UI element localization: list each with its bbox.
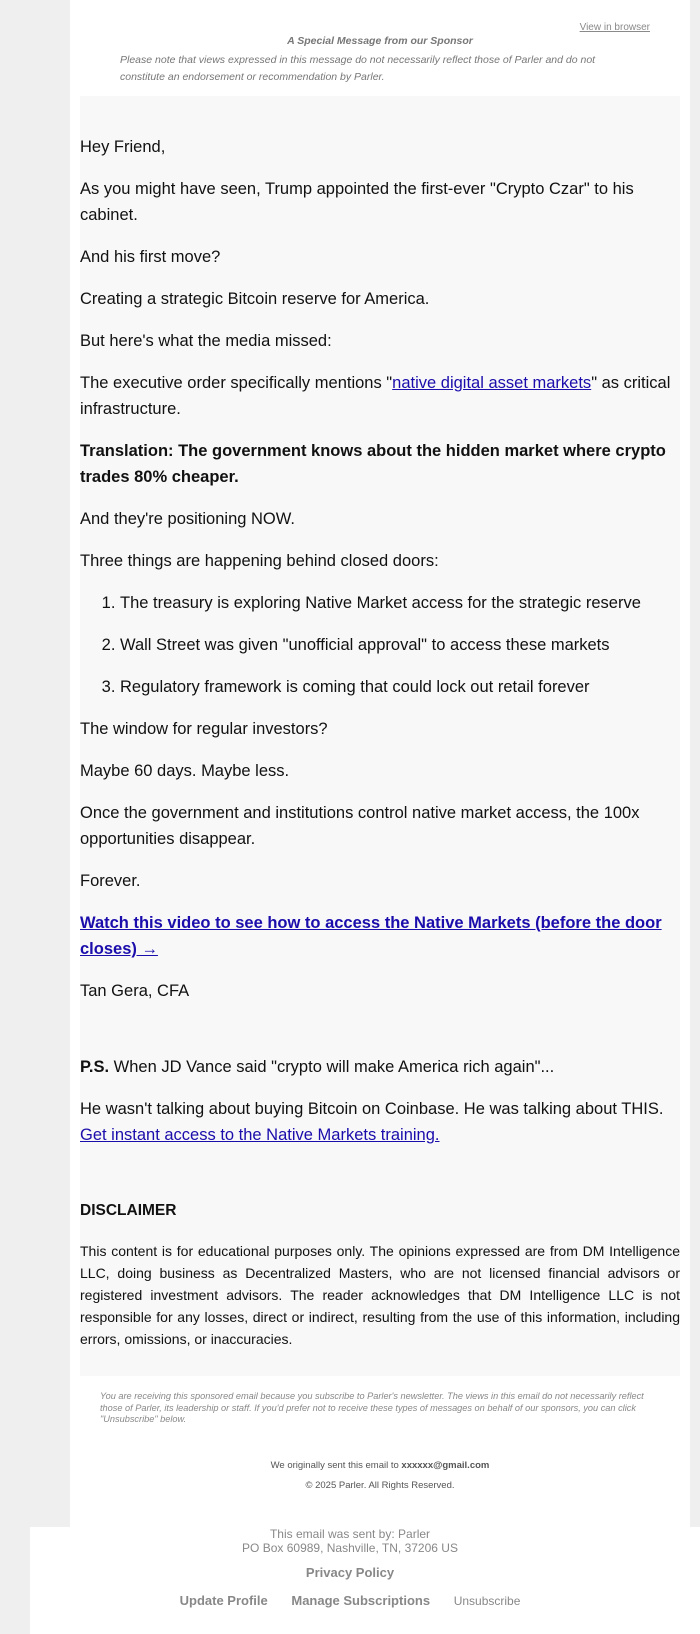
ps-paragraph: [80, 1054, 680, 1080]
paragraph-5-after: " as critical infrastructure.: [80, 374, 671, 418]
cta-paragraph: [80, 910, 680, 962]
sender-info: [30, 1527, 670, 1555]
copyright: © 2025 Parler. All Rights Reserved.: [305, 1480, 455, 1491]
update-profile-link[interactable]: Update Profile: [179, 1593, 268, 1608]
paragraph-11: Once the government and institutions control native market access, the 100x opportunities disappear.: [80, 804, 640, 848]
watch-video-link[interactable]: Watch this video to see how to access the Native Markets (before the door closes) →: [80, 914, 662, 958]
footer-links: [30, 1593, 670, 1608]
translation-bold-text: Translation: The government knows about the hidden market where crypto trades 80% cheaper.: [80, 442, 666, 486]
three-things-list: [80, 590, 680, 700]
sponsor-title: A Special Message from our Sponsor: [287, 35, 473, 47]
disclaimer-title: DISCLAIMER: [80, 1202, 177, 1219]
message-body: [80, 134, 680, 1366]
disclaimer-text: This content is for educational purposes only. The opinions expressed are from DM Intelligence LLC, doing business as Decentralized Masters, who are not licensed financial advisors or registered investment advisors. The reader acknowledges that DM Intelligence LLC is not responsible for any losses, direct or indirect, resulting from the use of this information, including errors, omissions, or inaccuracies.: [80, 1243, 680, 1347]
manage-subscriptions-link[interactable]: Manage Subscriptions: [291, 1593, 431, 1608]
sent-to-line: [70, 1460, 690, 1471]
sponsor-note: Please note that views expressed in this message do not necessarily reflect those of Parler and do not constitute an endorsement or recommendation by Parler.: [120, 54, 596, 83]
list-item: 2. Wall Street was given "unofficial approval" to access these markets: [120, 632, 680, 658]
paragraph-1: As you might have seen, Trump appointed the first-ever "Crypto Czar" to his cabinet.: [80, 180, 634, 224]
unsubscribe-link[interactable]: Unsubscribe: [453, 1594, 521, 1608]
list-item: 3. Regulatory framework is coming that could lock out retail forever: [120, 674, 680, 700]
recipient-email: xxxxxx@gmail.com: [401, 1460, 490, 1471]
ps-text: When JD Vance said "crypto will make America rich again"...: [109, 1058, 555, 1076]
footer-note: You are receiving this sponsored email because you subscribe to Parler's newsletter. The views in this email do not necessarily reflect those of Parler, its leadership or staff. If you'd prefer not to receive these types of messages on behalf of our sponsors, you can click "Unsubscribe" below.: [100, 1391, 644, 1424]
signature: Tan Gera, CFA: [80, 982, 190, 1000]
message-content: [80, 96, 680, 1376]
paragraph-5-before: The executive order specifically mentions ": [80, 374, 393, 392]
sent-to-prefix: We originally sent this email to: [270, 1460, 402, 1471]
sender-footer: [30, 1527, 700, 1634]
privacy-policy-link[interactable]: Privacy Policy: [305, 1565, 395, 1580]
paragraph-5: [80, 370, 680, 422]
paragraph-4: But here's what the media missed:: [80, 332, 332, 350]
paragraph-2: And his first move?: [80, 248, 221, 266]
spacer: [80, 1164, 680, 1198]
paragraph-8: Three things are happening behind closed doors:: [80, 552, 439, 570]
paragraph-10: Maybe 60 days. Maybe less.: [80, 762, 290, 780]
sender-line-2: PO Box 60989, Nashville, TN, 37206 US: [242, 1541, 458, 1555]
ps2-text: He wasn't talking about buying Bitcoin on Coinbase. He was talking about THIS.: [80, 1100, 664, 1118]
greeting: Hey Friend,: [80, 138, 166, 156]
paragraph-9: The window for regular investors?: [80, 720, 328, 738]
paragraph-6: [80, 438, 680, 490]
list-item: 1. The treasury is exploring Native Market access for the strategic reserve: [120, 590, 680, 616]
sender-line-1: This email was sent by: Parler: [269, 1527, 431, 1541]
ps-label: P.S.: [80, 1058, 110, 1076]
ps2-paragraph: [80, 1096, 680, 1148]
paragraph-12: Forever.: [80, 872, 141, 890]
paragraph-3: Creating a strategic Bitcoin reserve for America.: [80, 290, 430, 308]
view-in-browser-link[interactable]: View in browser: [579, 22, 650, 33]
spacer: [80, 1020, 680, 1054]
native-digital-asset-markets-link[interactable]: native digital asset markets: [392, 374, 592, 392]
email-container: [70, 0, 690, 1527]
paragraph-7: And they're positioning NOW.: [80, 510, 296, 528]
native-markets-training-link[interactable]: Get instant access to the Native Markets training.: [80, 1126, 440, 1144]
